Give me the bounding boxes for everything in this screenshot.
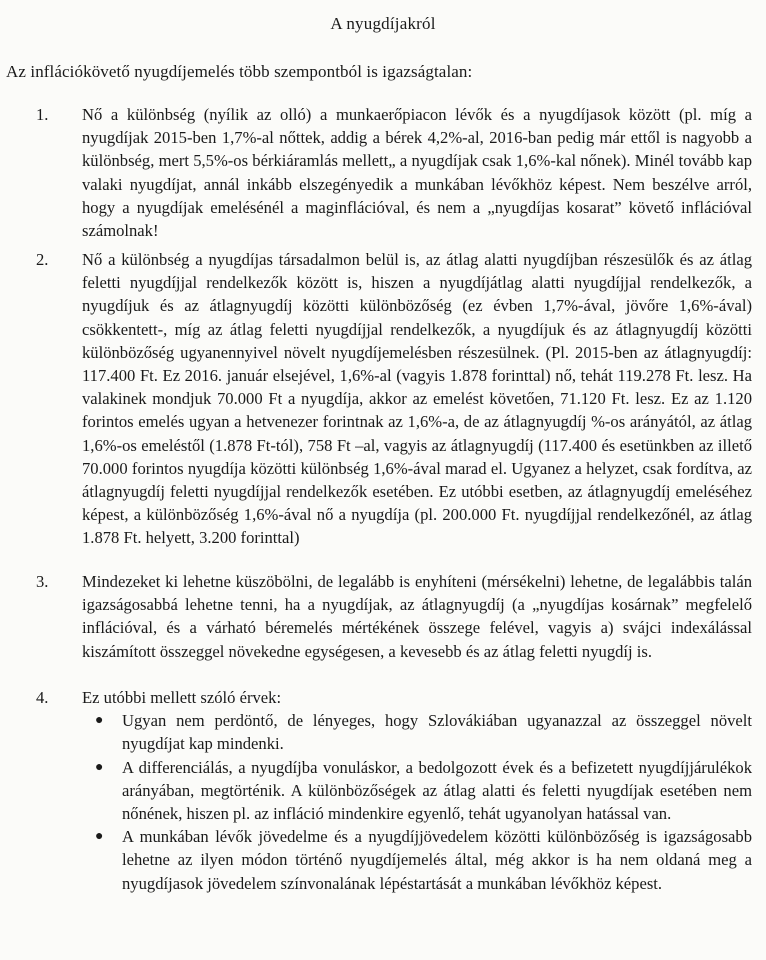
bullet-list	[82, 709, 752, 895]
bullet-text: A munkában lévők jövedelme és a nyugdíjjövedelem közötti különbözőség is igazságosabb lehetne az ilyen módon történő nyugdíjemelés által, még akkor is ha nem oldaná meg a nyugdíjasok jövedelem színvonalának lépéstartását a munkában lévőkhöz képest.	[122, 827, 752, 893]
list-item	[0, 248, 766, 570]
list-item	[0, 103, 766, 248]
item-number: 1.	[36, 105, 49, 124]
item-number: 3.	[36, 572, 49, 591]
bullet-text: A differenciálás, a nyugdíjba vonuláskor, a bedolgozott évek és a befizetett nyugdíjjárulékok arányában, megtörténik. A különbözőségek az átlag alatti és feletti nyugdíjak esetében nem nőnének, hiszen pl. az infláció mindenkire egyenlő, tehát ugyanolyan hatással van.	[122, 757, 752, 824]
list-item	[0, 570, 766, 686]
bullet-dot-icon: ●	[95, 759, 104, 775]
item-text: Nő a különbség (nyílik az olló) a munkaerőpiacon lévők és a nyugdíjasok között (pl. míg a nyugdíjak 2015-ben 1,7%-al nőttek, addig a bérek 4,2%-al, 2016-ban pedig már ettől is nagyobb a különbség, mert 5,5%-os bérkiáramlás mellett„ a nyugdíjak csak 1,6%-kal nőnek). Minél tovább kap valaki nyugdíjat, annál inkább elszegényedik a munkában lévőkhöz képest. Nem beszélve arról, hogy a nyugdíjak emelésénél a maginflációval, és nem a „nyugdíjas kosarat” követő inflációval számolnak!	[82, 105, 752, 241]
item-text: Ez utóbbi mellett szóló érvek:	[82, 688, 282, 707]
item-text: Mindezeket ki lehetne küszöbölni, de legalább is enyhíteni (mérsékelni) lehetne, de legalábbis talán igazságosabbá lehetne tenni, ha a nyugdíjak, az átlagnyugdíj (a „nyugdíjas kosárnak” megfelelő inflációval, és a várható béremelés mértékének összege felével, vagyis a) svájci indexálással kiszámított összeggel növekedne egységesen, a kevesebb és az átlag feletti nyugdíj is.	[82, 572, 752, 661]
bullet-item	[82, 756, 752, 826]
item-number: 2.	[36, 250, 49, 269]
bullet-item	[82, 709, 752, 755]
list-item	[0, 686, 766, 895]
bullet-item	[82, 825, 752, 895]
numbered-list	[0, 103, 766, 895]
intro-sentence: Az inflációkövető nyugdíjemelés több szempontból is igazságtalan:	[6, 62, 473, 81]
item-number: 4.	[36, 688, 49, 707]
document-title: A nyugdíjakról	[330, 14, 436, 33]
item-text: Nő a különbség a nyugdíjas társadalmon belül is, az átlag alatti nyugdíjban részesülők és az átlag feletti nyugdíjjal rendelkezők között is, hiszen a nyugdíjátlag alatti nyugdíjjal rendelkezők, a nyugdíjuk és az átlagnyugdíj közötti különbözőség (ez évben 1,7%-ával, jövőre 1,6%-ával) csökkentett-, míg az átlag feletti nyugdíjjal rendelkezők, a nyugdíjuk és az átlagnyugdíj közötti különbözőség ugyanennyivel növelt nyugdíjemelésben részesülnek. (Pl. 2015-ben az átlagnyugdíj: 117.400 Ft. Ez 2016. január elsejével, 1,6%-al (vagyis 1.878 forinttal) nő, tehát 119.278 Ft. lesz. Ha valakinek mondjuk 70.000 Ft a nyugdíja, akkor az emelést követően, 71.120 Ft. lesz. Ez az 1.120 forintos emelés ugyan a hetvenezer forintnak az 1,6%-a, de az átlagnyugdíj %-os arányától, az átlag 1,6%-os emeléstől (1.878 Ft-tól), 758 Ft –al, vagyis az átlagnyugdíj (117.400 és esetünkben az illető 70.000 forintos nyugdíja közötti különbség 1,6%-ával marad el. Ugyanez a helyzet, csak fordítva, az átlagnyugdíj feletti nyugdíjjal rendelkezők esetében. Ez utóbbi esetben, az átlagnyugdíj emeléséhez képest, a különbözőség 1,6%-ával nő a nyugdíja (pl. 200.000 Ft. nyugdíjjal rendelkezőnél, az átlag 1.878 Ft. helyett, 3.200 forinttal)	[82, 250, 752, 548]
bullet-dot-icon: ●	[95, 713, 104, 729]
bullet-text: Ugyan nem perdöntő, de lényeges, hogy Szlovákiában ugyanazzal az összeggel növelt nyugdíjat kap mindenki.	[122, 711, 752, 754]
bullet-dot-icon: ●	[95, 829, 104, 845]
